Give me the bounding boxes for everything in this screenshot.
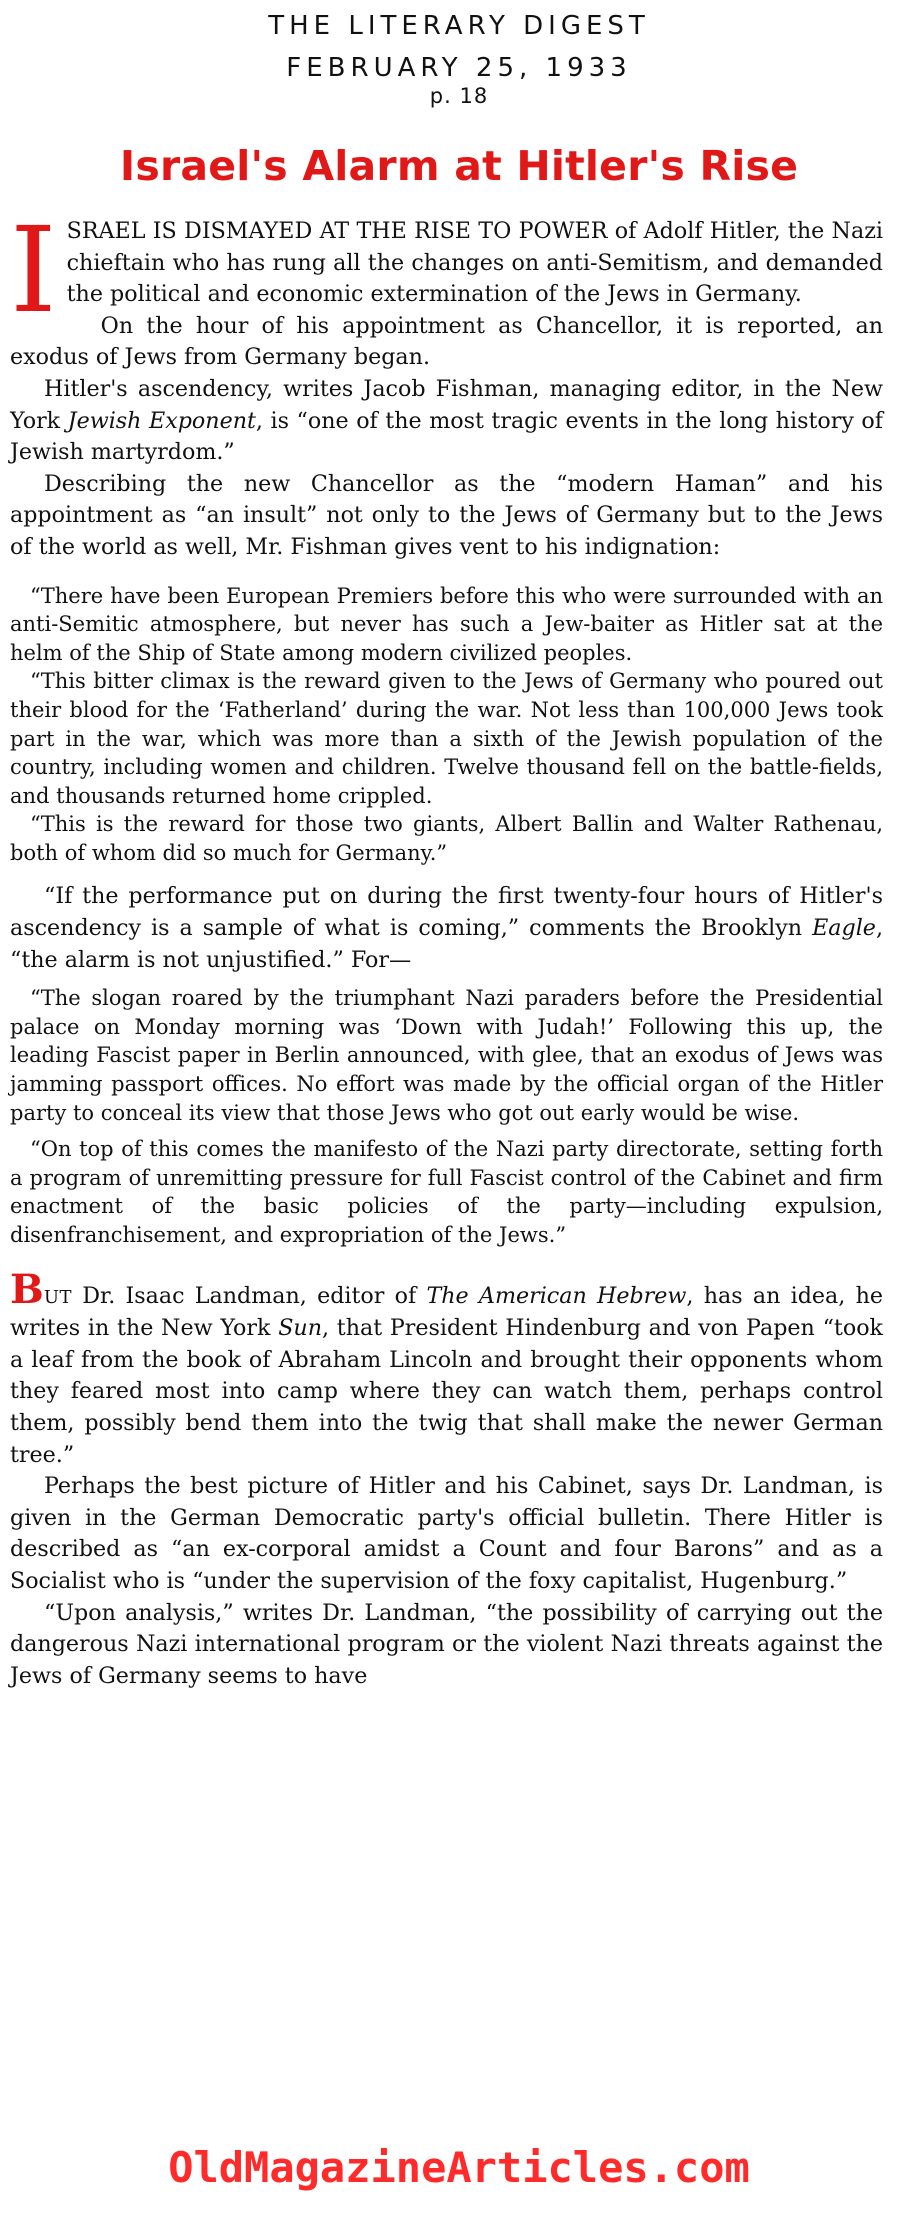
quote-4: “The slogan roared by the triumphant Nazi paraders before the Presidential palace on Monday morning was ‘Down with Judah!’ Following this up, the leading Fascist paper in Berlin announced, with glee, that an exodus of Jews was jamming passport offices. No effort was made by the official organ of the Hitler party to conceal its view that those Jews who got out early would be wise. [10,986,883,1125]
publication-reference: Sun [278,1315,322,1342]
lead-caps: SRAEL IS DISMAYED AT THE RISE TO POWER [66,218,608,244]
masthead [0,10,918,108]
paragraph-1: ISRAEL IS DISMAYED AT THE RISE TO POWER of Adolf Hitler, the Nazi chieftain who has rung all the changes on anti-Semitism, and demanded the political and economic extermination of the Jews in Germany. [10,201,883,339]
paragraph-7: Perhaps the best picture of Hitler and his Cabinet, says Dr. Landman, is given in the German Democratic party's official bulletin. There Hitler is described as “an ex-corporal amidst a Count and four Barons” and as a Socialist who is “under the supervision of the foxy capitalist, Hugenburg.” [10,1473,883,1594]
issue-date: FEBRUARY 25, 1933 [286,53,632,83]
paragraph-4: Describing the new Chancellor as the “modern Haman” and his appointment as “an insult” not only to the Jews of Germany but to the Jews of the world as well, Mr. Fishman gives vent to his indignation: [10,470,883,560]
quote-5: “On top of this comes the manifesto of the Nazi party directorate, setting forth a program of unremitting pressure for full Fascist control of the Cabinet and firm enactment of the basic policies of the party—including expulsion, disenfranchisement, and expropriation of the Jews.” [10,1137,883,1247]
quote-3: “This is the reward for those two giants, Albert Ballin and Walter Rathenau, both of whom did so much for Germany.” [10,812,883,865]
paragraph-2: On the hour of his appointment as Chancellor, it is reported, an exodus of Jews from Germany began. [10,312,883,371]
site-watermark: OldMagazineArticles.com [168,2143,750,2192]
paragraph-3: Hitler's ascendency, writes Jacob Fishman, managing editor, in the New York Jewish Exponent, is “one of the most tragic events in the long history of Jewish martyrdom.” [10,375,883,466]
article-title: Israel's Alarm at Hitler's Rise [119,142,799,190]
drop-cap-b: B [10,1265,44,1313]
drop-cap-i: I [10,201,57,339]
publication-reference: Eagle [812,915,876,942]
paragraph-8: “Upon analysis,” writes Dr. Landman, “the possibility of carrying out the dangerous Nazi international program or the violent Nazi threats against the Jews of Germany seems to have [10,1599,883,1689]
quote-2: “This bitter climax is the reward given to the Jews of Germany who poured out their blood for the ‘Fatherland’ during the war. Not less than 100,000 Jews took part in the war, which was more than a sixth of the Jewish population of the country, including women and children. Twelve thousand fell on the battle-fields, and thousands returned home crippled. [10,669,883,808]
page-number: p. 18 [429,84,489,108]
publication-reference: The American Hebrew [426,1282,687,1309]
paragraph-5: “If the performance put on during the first twenty-four hours of Hitler's ascendency is a sample of what is coming,” comments the Brooklyn Eagle, “the alarm is not unjustified.” For— [10,883,883,973]
publication-reference: Jewish Exponent [67,407,256,434]
paragraph-6: BUT Dr. Isaac Landman, editor of The American Hebrew, has an idea, he writes in the New York Sun, that President Hindenburg and von Papen “took a leaf from the book of Abraham Lincoln and brought their opponents whom they feared most into camp where they can watch them, perhaps control them, possibly bend them into the twig that shall make the newer German tree.” [10,1265,883,1468]
publication-name: THE LITERARY DIGEST [268,11,650,41]
quote-1: “There have been European Premiers before this who were surrounded with an anti-Semitic atmosphere, but never has such a Jew-baiter as Hitler sat at the helm of the Ship of State among modern civilized peoples. [10,583,883,665]
article-body [10,201,883,1692]
